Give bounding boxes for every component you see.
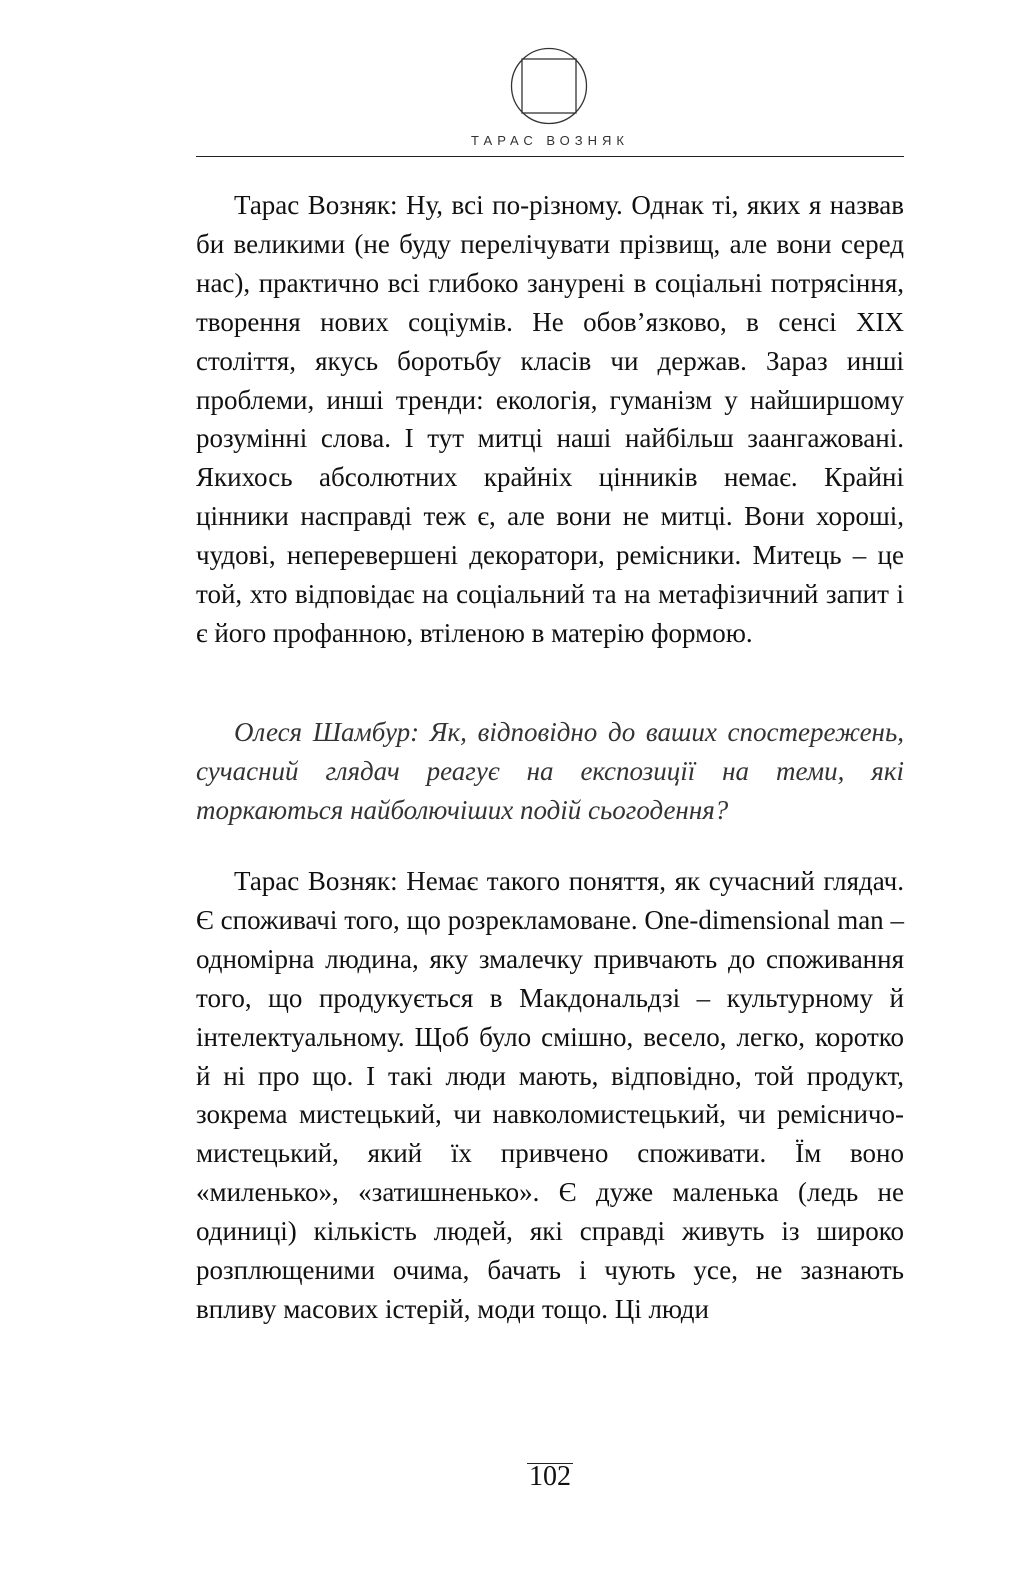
interviewer-question: Олеся Шамбур: Як, відповідно до ваших спостережень, сучасний глядач реагує на експозиції на теми, які торкаються найболючіших подій сьогодення? bbox=[196, 717, 904, 825]
answer-paragraph-1: Тарас Возняк: Ну, всі по-різному. Однак ті, яких я назвав би великими (не буду перелічувати прізвищ, але вони серед нас), практично всі глибоко занурені в соціальні потрясіння, творення нових соціумів. Не обов’язково, в сенсі XIX століття, якусь боротьбу класів чи держав. Зараз инші проблеми, инші тренди: екологія, гуманізм у найширшому розумінні слова. І тут митці наші найбільш заангажовані. Якихось абсолютних крайніх цінників немає. Крайні цінники насправді теж є, але вони не митці. Вони хороші, чудові, неперевершені декоратори, ремісники. Митець – це той, хто відповідає на соціальний та на метафізичний запит і є його профанною, втіленою в матерію формою. bbox=[196, 190, 904, 648]
header-rule bbox=[196, 156, 904, 157]
page-number: 102 bbox=[529, 1461, 571, 1492]
answer-paragraph-2: Тарас Возняк: Немає такого поняття, як сучасний глядач. Є споживачі того, що розрекламоване. One-dimensional man – одномірна людина, яку змалечку привчають до споживання того, що продукується в Макдональдзі – культурному й інтелектуальному. Щоб було смішно, весело, легко, коротко й ні про що. І такі люди мають, відповідно, той продукт, зокрема мистецький, чи навколомистецький, чи ремісничо-мистецький, який їх привчено споживати. Їм воно «миленько», «затишненько». Є дуже маленька (ледь не одиниці) кількість людей, які справді живуть із широко розплющеними очима, бачать і чують усе, не зазнають впливу масових істерій, моди тощо. Ці люди bbox=[196, 866, 904, 1324]
running-head-author: ТАРАС ВОЗНЯК bbox=[471, 133, 629, 148]
circle-square-emblem-icon bbox=[510, 47, 588, 125]
